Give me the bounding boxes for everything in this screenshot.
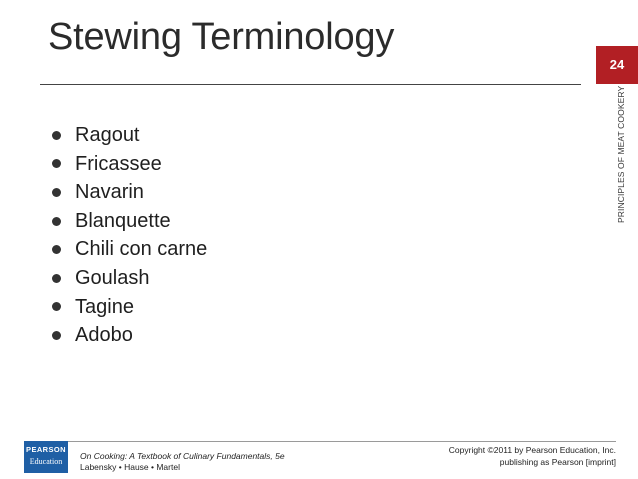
list-item-text: Fricassee	[75, 152, 162, 175]
bullet-dot-icon	[52, 302, 61, 311]
bullet-dot-icon	[52, 274, 61, 283]
book-title: On Cooking: A Textbook of Culinary Fundamentals, 5e	[80, 451, 285, 461]
slide-title: Stewing Terminology	[48, 16, 395, 58]
list-item	[52, 264, 207, 293]
list-item-text: Chili con carne	[75, 238, 208, 261]
logo-text-pearson: PEARSON	[26, 445, 66, 454]
bullet-dot-icon	[52, 159, 61, 168]
page-number-badge: 24	[596, 46, 638, 84]
chapter-side-label: PRINCIPLES OF MEAT COOKERY	[616, 85, 626, 223]
title-divider	[40, 84, 581, 85]
list-item	[52, 178, 207, 207]
list-item-text: Tagine	[75, 295, 134, 318]
list-item-text: Blanquette	[75, 209, 171, 232]
book-authors: Labensky • Hause • Martel	[80, 462, 180, 472]
list-item-text: Adobo	[75, 324, 133, 347]
logo-text-education: Education	[29, 457, 63, 466]
bullet-list	[52, 121, 207, 350]
copyright-line-2: publishing as Pearson [imprint]	[499, 456, 616, 467]
bullet-dot-icon	[52, 245, 61, 254]
footer-divider	[24, 441, 616, 442]
bullet-dot-icon	[52, 131, 61, 140]
list-item-text: Goulash	[75, 266, 150, 289]
bullet-dot-icon	[52, 217, 61, 226]
copyright-notice	[449, 445, 616, 468]
pearson-logo	[24, 441, 68, 473]
list-item	[52, 293, 207, 322]
list-item	[52, 150, 207, 179]
list-item	[52, 207, 207, 236]
list-item	[52, 121, 207, 150]
list-item-text: Navarin	[75, 181, 144, 204]
list-item	[52, 235, 207, 264]
copyright-line-1: Copyright ©2011 by Pearson Education, Inc.	[448, 445, 616, 455]
bullet-dot-icon	[52, 331, 61, 340]
list-item-text: Ragout	[75, 124, 140, 146]
bullet-dot-icon	[52, 188, 61, 197]
list-item	[52, 321, 207, 350]
